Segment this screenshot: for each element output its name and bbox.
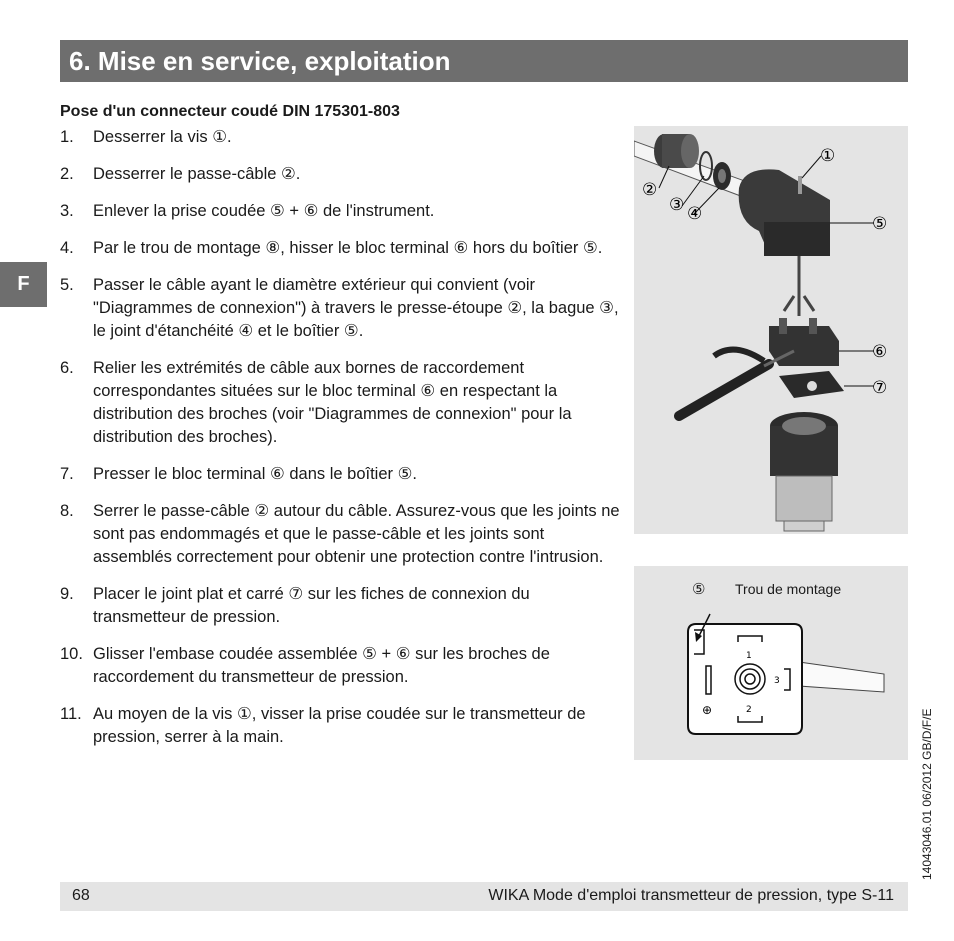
step-item — [60, 703, 626, 749]
pressure-transmitter — [770, 412, 838, 531]
step-item — [60, 583, 626, 629]
callout-1: ① — [820, 146, 836, 166]
pin-1-label: 1 — [746, 651, 752, 661]
page-footer — [60, 882, 908, 911]
pin-2-label: 2 — [746, 705, 752, 715]
step-text: Enlever la prise coudée ⑤ + ⑥ de l'instrument. — [93, 202, 435, 220]
step-number: 3. — [60, 202, 74, 220]
callout-5: ⑤ — [692, 581, 706, 598]
step-text: Presser le bloc terminal ⑥ dans le boîtier ⑤. — [93, 465, 417, 483]
ground-symbol: ⊕ — [702, 703, 713, 717]
mounting-hole-label: Trou de montage — [735, 581, 842, 597]
step-number: 1. — [60, 128, 74, 146]
callout-4: ④ — [687, 204, 703, 224]
step-number: 5. — [60, 276, 74, 294]
callout-3: ③ — [669, 195, 685, 215]
document-reference-text: 14043046.01 06/2012 GB/D/F/E — [920, 708, 934, 880]
section-subtitle: Pose d'un connecteur coudé DIN 175301-803 — [60, 103, 400, 120]
page-number: 68 — [72, 887, 90, 904]
connector-face-figure — [634, 566, 908, 760]
step-text: Passer le câble ayant le diamètre extérieur qui convient (voir "Diagrammes de connexion") à travers le presse-étoupe ②, la bague ③, le joint d'étanchéité ④ et le boîtier ⑤. — [93, 276, 619, 340]
pin-3-label: 3 — [774, 676, 780, 686]
callout-7: ⑦ — [872, 378, 888, 398]
step-text: Glisser l'embase coudée assemblée ⑤ + ⑥ sur les broches de raccordement du transmetteur de pression. — [93, 645, 550, 686]
step-number: 8. — [60, 502, 74, 520]
step-text: Serrer le passe-câble ② autour du câble. Assurez-vous que les joints ne sont pas endommagés et que le passe-câble et les joints sont assemblés correctement pour obtenir une protection contre l'intrusion. — [93, 502, 620, 566]
connector-face-drawing — [634, 566, 908, 760]
step-number: 11. — [60, 705, 82, 723]
wires — [784, 256, 814, 316]
step-item — [60, 200, 626, 223]
step-item — [60, 463, 626, 486]
step-item — [60, 237, 626, 260]
step-item — [60, 500, 626, 569]
step-text: Par le trou de montage ⑧, hisser le bloc terminal ⑥ hors du boîtier ⑤. — [93, 239, 603, 257]
step-text: Desserrer le passe-câble ②. — [93, 165, 301, 183]
connector-housing — [739, 169, 830, 256]
step-item — [60, 163, 626, 186]
page-header — [60, 40, 908, 82]
page-title: 6. Mise en service, exploitation — [69, 46, 451, 76]
step-item — [60, 643, 626, 689]
exploded-connector-illustration — [634, 126, 908, 534]
step-item — [60, 357, 626, 449]
callout-5: ⑤ — [872, 214, 888, 234]
exploded-connector-figure — [634, 126, 908, 534]
step-number: 2. — [60, 165, 74, 183]
callout-6: ⑥ — [872, 342, 888, 362]
instruction-list — [60, 126, 626, 749]
callout-2: ② — [642, 180, 658, 200]
step-item — [60, 126, 626, 149]
cable-gland — [654, 134, 699, 168]
step-number: 7. — [60, 465, 74, 483]
document-reference — [916, 680, 946, 880]
cable-stub — [799, 662, 884, 692]
footer-title: WIKA Mode d'emploi transmetteur de pression, type S-11 — [488, 887, 894, 904]
step-text: Au moyen de la vis ①, visser la prise coudée sur le transmetteur de pression, serrer à la main. — [93, 705, 586, 746]
step-text: Placer le joint plat et carré ⑦ sur les fiches de connexion du transmetteur de pression. — [93, 585, 530, 626]
step-item — [60, 274, 626, 343]
step-number: 6. — [60, 359, 74, 377]
step-number: 9. — [60, 585, 74, 603]
step-text: Relier les extrémités de câble aux bornes de raccordement correspondantes situées sur le bloc terminal ⑥ en respectant la distribution des broches (voir "Diagrammes de connexion" pour la distribution des broches). — [93, 359, 572, 446]
language-tab[interactable]: F — [0, 262, 47, 307]
screwdriver — [679, 350, 794, 416]
step-text: Desserrer la vis ①. — [93, 128, 232, 146]
step-number: 10. — [60, 645, 83, 663]
step-number: 4. — [60, 239, 74, 257]
